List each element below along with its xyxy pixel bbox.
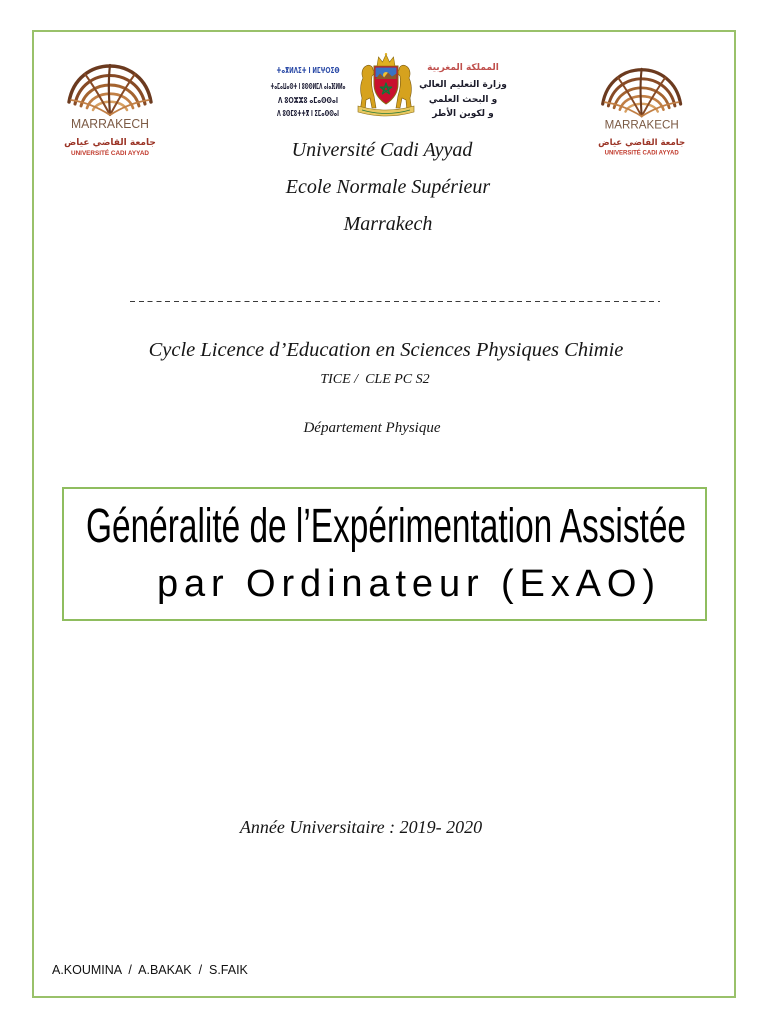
program-cycle: Cycle Licence d’Education en Sciences Physiques Chimie [148, 339, 624, 361]
arabic-header-line: و البحث العلمي [428, 95, 498, 105]
course-code: TICE / CLE PC S2 [320, 372, 430, 387]
dashed-separator [130, 301, 660, 302]
coat-of-arms-icon [354, 52, 418, 118]
logo-city-label: MARRAKECH [604, 117, 679, 132]
logo-french-name: UNIVERSITÉ CADI AYYAD [604, 149, 681, 157]
cadi-ayyad-logo-icon [69, 65, 151, 115]
header-tifinagh-block [266, 60, 350, 120]
tifinagh-line: ⵜⴰⴳⵍⴷⵉⵜ ⵏ ⵍⵎⵖⵔⵉⴱ [276, 66, 340, 75]
arabic-header-line: المملكة المغربية [427, 63, 499, 73]
document-title-box [62, 487, 707, 621]
tifinagh-line: ⴷ ⵓⵙⵎⵓⵜⵜⴳ ⵏ ⵉⵎⴰⵙⵙⴰⵏ [277, 109, 340, 118]
logo-french-name: UNIVERSITÉ CADI AYYAD [71, 150, 151, 157]
logo-arabic-name: جامعة القاضي عياض [64, 138, 156, 148]
academic-year: Année Universitaire : 2019- 2020 [239, 817, 483, 837]
cadi-ayyad-logo-icon [603, 69, 681, 117]
university-logo-left [63, 62, 163, 162]
university-name: Université Cadi Ayyad [291, 139, 473, 161]
school-name: Ecole Normale Supérieur [285, 176, 491, 198]
document-title-line-2: par Ordinateur (ExAO) [157, 563, 655, 605]
logo-arabic-name: جامعة القاضي عياض [598, 137, 686, 148]
arabic-header-line: وزارة التعليم العالي [419, 80, 507, 90]
university-logo-right [597, 66, 692, 161]
document-title-line-1: Généralité de l’Expérimentation Assistée [86, 500, 686, 553]
city-name: Marrakech [343, 213, 433, 235]
department-name: Département Physique [303, 420, 441, 436]
authors-line: A.KOUMINA / A.BAKAK / S.FAIK [52, 963, 248, 977]
tifinagh-line: ⵜⴰⵎⴰⵡⴰⵙⵜ ⵏ ⵓⵙⵙⵍⵎⴷ ⴰⵏⴰⴼⵍⵍⴰ [270, 82, 346, 91]
arabic-header-line: و لكوين الأطر [432, 109, 494, 119]
tifinagh-line: ⴷ ⵓⵔⵣⵣⵓ ⴰⵎⴰⵙⵙⴰⵏ [278, 96, 339, 105]
logo-city-label: MARRAKECH [71, 116, 149, 131]
